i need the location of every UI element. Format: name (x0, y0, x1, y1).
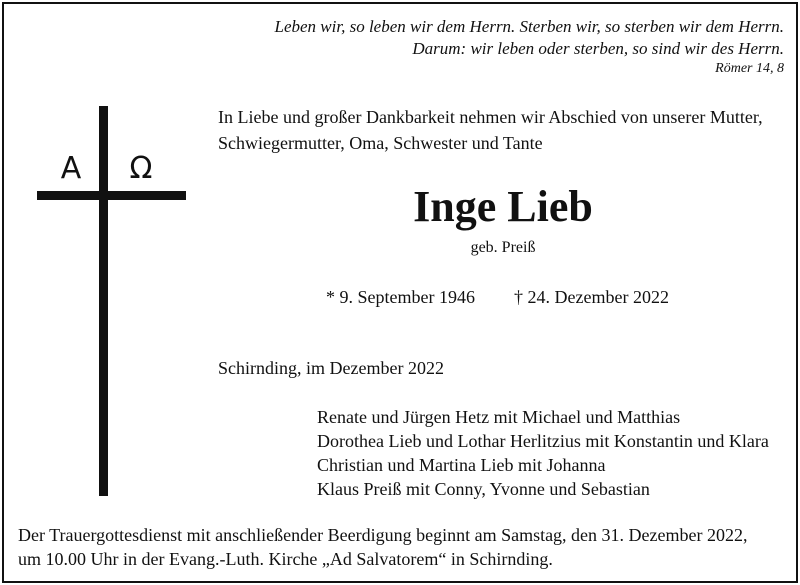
alpha-symbol: A (60, 151, 82, 186)
omega-symbol: Ω (129, 151, 153, 186)
service-line-1: Der Trauergottesdienst mit anschließender Beerdigung beginnt am Samstag, den 31. Dezember 2022, (18, 525, 748, 545)
verse-reference: Römer 14, 8 (715, 61, 784, 76)
funeral-service-info (18, 523, 788, 571)
bible-verse (274, 16, 784, 78)
cross-horizontal-beam (37, 191, 186, 200)
mourner-line: Renate und Jürgen Hetz mit Michael und Matthias (317, 407, 681, 427)
mourner-line: Christian und Martina Lieb mit Johanna (317, 455, 606, 475)
death-date: † 24. Dezember 2022 (514, 287, 669, 307)
verse-line-1: Leben wir, so leben wir dem Herrn. Sterben wir, so sterben wir dem Herrn. (274, 17, 784, 36)
intro-text: In Liebe und großer Dankbarkeit nehmen wir Abschied von unserer Mutter, Schwiegermutter, Oma, Schwester und Tante (218, 107, 763, 153)
cross-vertical-beam (99, 106, 108, 496)
mourner-line: Klaus Preiß mit Conny, Yvonne und Sebastian (317, 479, 650, 499)
obituary-notice (2, 2, 798, 583)
deceased-name: Inge Lieb (413, 182, 593, 231)
place-and-date: Schirnding, im Dezember 2022 (218, 358, 444, 378)
mourners-list (317, 405, 769, 501)
verse-line-2: Darum: wir leben oder sterben, so sind wir des Herrn. (412, 39, 784, 58)
birth-date: * 9. September 1946 (326, 287, 475, 307)
service-line-2: um 10.00 Uhr in der Evang.-Luth. Kirche „Ad Salvatorem“ in Schirnding. (18, 549, 553, 569)
cross-icon (4, 4, 204, 504)
maiden-name: geb. Preiß (470, 239, 536, 256)
mourner-line: Dorothea Lieb und Lothar Herlitzius mit Konstantin und Klara (317, 431, 769, 451)
